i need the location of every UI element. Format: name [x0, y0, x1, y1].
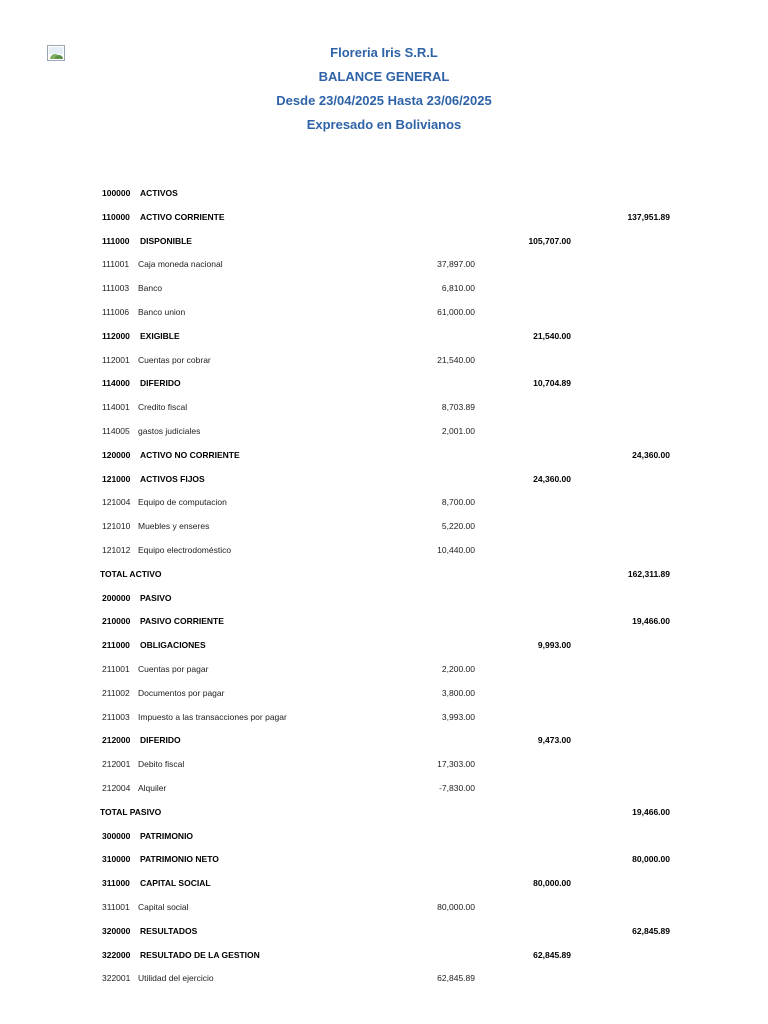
account-row: [0, 229, 768, 253]
group-amount: 24,360.00: [533, 473, 571, 484]
detail-amount: 3,993.00: [441, 711, 475, 722]
balance-table: [0, 181, 768, 990]
account-name: Banco: [138, 283, 163, 294]
account-name: OBLIGACIONES: [140, 640, 206, 651]
account-row: [0, 490, 768, 514]
total-row: [0, 562, 768, 586]
account-row: [0, 966, 768, 990]
group-amount: 9,993.00: [537, 640, 571, 651]
account-name: Alquiler: [138, 782, 167, 793]
account-name: PATRIMONIO NETO: [140, 854, 219, 865]
company-name: Floreria Iris S.R.L: [330, 45, 438, 60]
detail-amount: 21,540.00: [437, 354, 475, 365]
account-code: 210000: [102, 616, 131, 627]
account-name: TOTAL ACTIVO: [100, 568, 162, 579]
account-code: 111003: [102, 283, 130, 294]
account-row: [0, 586, 768, 610]
account-code: 322000: [102, 949, 131, 960]
account-name: Documentos por pagar: [138, 687, 225, 698]
account-name: Equipo de computacion: [138, 497, 227, 508]
total-row: [0, 800, 768, 824]
account-code: 121010: [102, 521, 131, 532]
account-code: 311000: [102, 878, 130, 889]
account-name: RESULTADOS: [140, 925, 198, 936]
account-code: 121012: [102, 544, 131, 555]
account-name: ACTIVO NO CORRIENTE: [140, 449, 240, 460]
account-row: [0, 395, 768, 419]
account-name: Caja moneda nacional: [138, 259, 223, 270]
account-name: Utilidad del ejercicio: [138, 973, 214, 984]
account-row: [0, 824, 768, 848]
group-amount: 21,540.00: [533, 330, 571, 341]
detail-amount: -7,830.00: [439, 782, 475, 793]
account-code: 212001: [102, 759, 131, 770]
account-row: [0, 371, 768, 395]
account-name: TOTAL PASIVO: [100, 806, 162, 817]
account-name: ACTIVO CORRIENTE: [140, 211, 225, 222]
account-row: [0, 752, 768, 776]
detail-amount: 10,440.00: [437, 544, 475, 555]
account-row: [0, 205, 768, 229]
account-row: [0, 252, 768, 276]
account-row: [0, 681, 768, 705]
account-row: [0, 443, 768, 467]
account-code: 114000: [102, 378, 130, 389]
account-name: Cuentas por cobrar: [138, 354, 211, 365]
group-amount: 10,704.89: [533, 378, 571, 389]
account-name: PASIVO: [140, 592, 172, 603]
account-row: [0, 705, 768, 729]
account-code: 121000: [102, 473, 131, 484]
account-name: DIFERIDO: [140, 378, 181, 389]
detail-amount: 37,897.00: [437, 259, 475, 270]
account-code: 111001: [102, 259, 130, 270]
account-row: [0, 276, 768, 300]
account-row: [0, 728, 768, 752]
detail-amount: 2,001.00: [441, 425, 475, 436]
account-row: [0, 776, 768, 800]
account-row: [0, 919, 768, 943]
detail-amount: 80,000.00: [437, 901, 475, 912]
account-name: EXIGIBLE: [140, 330, 180, 341]
account-row: [0, 467, 768, 491]
detail-amount: 8,700.00: [441, 497, 475, 508]
detail-amount: 6,810.00: [441, 283, 475, 294]
account-name: PATRIMONIO: [140, 830, 194, 841]
section-amount: 162,311.89: [627, 568, 670, 579]
detail-amount: 2,200.00: [441, 663, 475, 674]
detail-amount: 17,303.00: [437, 759, 475, 770]
account-name: Cuentas por pagar: [138, 663, 209, 674]
account-code: 211003: [102, 711, 130, 722]
account-name: DIFERIDO: [140, 735, 181, 746]
account-name: DISPONIBLE: [140, 235, 192, 246]
detail-amount: 3,800.00: [441, 687, 475, 698]
account-row: [0, 348, 768, 372]
account-code: 300000: [102, 830, 131, 841]
account-name: Impuesto a las transacciones por pagar: [138, 711, 287, 722]
account-code: 112001: [102, 354, 130, 365]
section-amount: 24,360.00: [632, 449, 670, 460]
account-row: [0, 871, 768, 895]
account-code: 100000: [102, 188, 131, 198]
account-code: 211000: [102, 640, 130, 651]
account-name: RESULTADO DE LA GESTION: [140, 949, 260, 960]
account-code: 111006: [102, 306, 130, 317]
account-row: [0, 181, 768, 205]
section-amount: 19,466.00: [632, 806, 670, 817]
detail-amount: 8,703.89: [441, 402, 475, 413]
account-name: ACTIVOS FIJOS: [140, 473, 205, 484]
account-row: [0, 609, 768, 633]
account-row: [0, 943, 768, 967]
account-code: 211001: [102, 663, 130, 674]
report-period: Desde 23/04/2025 Hasta 23/06/2025: [276, 93, 492, 108]
account-code: 320000: [102, 925, 131, 936]
account-code: 120000: [102, 449, 131, 460]
account-code: 111000: [102, 235, 130, 246]
account-row: [0, 847, 768, 871]
group-amount: 105,707.00: [528, 235, 571, 246]
account-code: 212000: [102, 735, 131, 746]
account-name: Credito fiscal: [138, 402, 188, 413]
account-code: 211002: [102, 687, 130, 698]
account-code: 110000: [102, 211, 130, 222]
account-row: [0, 514, 768, 538]
account-code: 212004: [102, 782, 131, 793]
report-header: [0, 44, 768, 140]
account-row: [0, 538, 768, 562]
account-code: 311001: [102, 901, 130, 912]
account-row: [0, 300, 768, 324]
account-name: Equipo electrodoméstico: [138, 544, 232, 555]
account-code: 114001: [102, 402, 130, 413]
account-row: [0, 633, 768, 657]
section-amount: 62,845.89: [632, 925, 670, 936]
account-code: 121004: [102, 497, 131, 508]
section-amount: 137,951.89: [627, 211, 670, 222]
detail-amount: 61,000.00: [437, 306, 475, 317]
account-name: Muebles y enseres: [138, 521, 210, 532]
account-name: Banco union: [138, 306, 186, 317]
account-name: CAPITAL SOCIAL: [140, 878, 211, 889]
group-amount: 80,000.00: [533, 878, 571, 889]
detail-amount: 62,845.89: [437, 973, 475, 984]
account-code: 200000: [102, 592, 131, 603]
account-code: 114005: [102, 425, 130, 436]
report-currency: Expresado en Bolivianos: [306, 117, 462, 132]
report-title: BALANCE GENERAL: [318, 69, 450, 84]
account-code: 310000: [102, 854, 131, 865]
account-row: [0, 895, 768, 919]
account-name: ACTIVOS: [140, 188, 178, 198]
account-row: [0, 657, 768, 681]
account-code: 112000: [102, 330, 130, 341]
section-amount: 19,466.00: [632, 616, 670, 627]
account-name: Debito fiscal: [138, 759, 185, 770]
account-code: 322001: [102, 973, 131, 984]
account-name: gastos judiciales: [138, 425, 201, 436]
account-row: [0, 324, 768, 348]
group-amount: 9,473.00: [537, 735, 571, 746]
account-row: [0, 419, 768, 443]
detail-amount: 5,220.00: [441, 521, 475, 532]
section-amount: 80,000.00: [632, 854, 670, 865]
account-name: Capital social: [138, 901, 189, 912]
account-name: PASIVO CORRIENTE: [140, 616, 224, 627]
group-amount: 62,845.89: [533, 949, 571, 960]
